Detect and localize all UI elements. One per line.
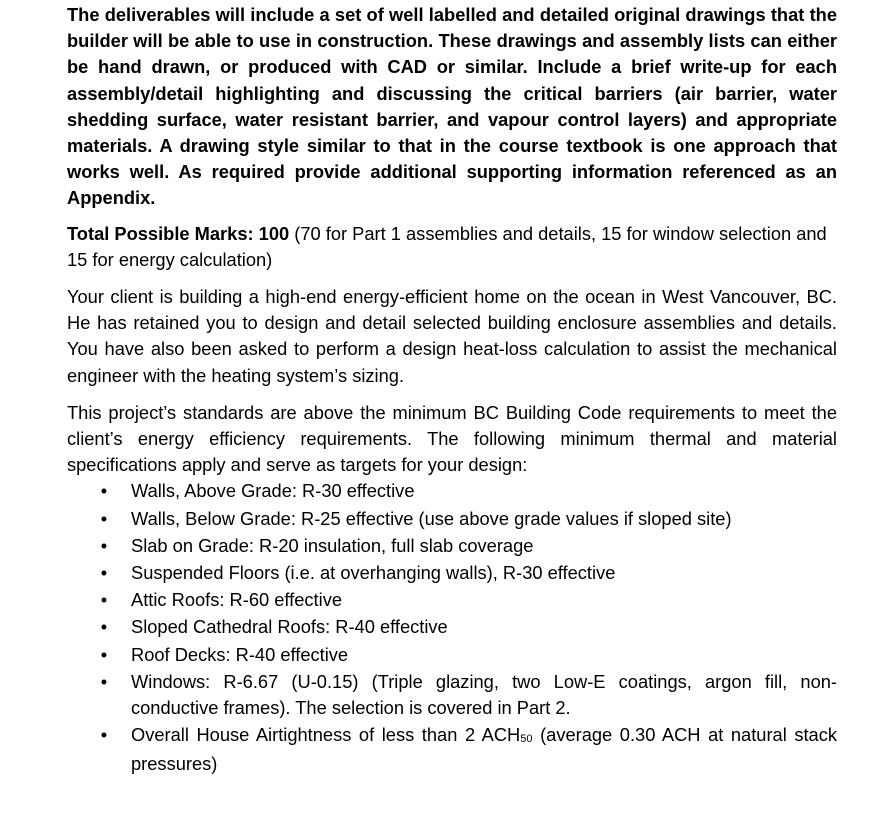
spec-text: Walls, Below Grade: R-25 effective (use above grade values if sloped site) [131, 507, 732, 529]
bullet-icon: • [100, 643, 108, 665]
spec-item-cathedral-roofs [67, 614, 837, 640]
bullet-icon: • [100, 480, 108, 502]
spec-text: Windows: R-6.67 (U-0.15) (Triple glazing, two Low-E coatings, argon fill, non-conductive frames). The selection is covered in Part 2. [131, 670, 837, 719]
bullet-icon: • [100, 616, 108, 638]
client-paragraph: Your client is building a high-end energy-efficient home on the ocean in West Vancouver, BC. He has retained you to design and detail selected building enclosure assemblies and details. You have also been asked to perform a design heat-loss calculation to assist the mechanical engineer with the heating system’s sizing. [67, 286, 837, 386]
spec-item-attic-roofs [67, 587, 837, 613]
total-marks-detail: (70 for Part 1 assemblies and details, 15 for window selection and 15 for energy calculation) [67, 222, 827, 270]
spec-item-walls-above-grade [67, 478, 837, 504]
spec-item-suspended-floors [67, 560, 837, 586]
airtightness-text-before: Overall House Airtightness of less than 2 ACH [131, 724, 521, 746]
bullet-icon: • [100, 724, 108, 746]
standards-paragraph: This project’s standards are above the minimum BC Building Code requirements to meet the client’s energy efficiency requirements. The following minimum thermal and material specifications apply and serve as targets for your design: [67, 401, 837, 476]
spec-item-walls-below-grade [67, 506, 837, 532]
spec-item-windows [67, 669, 837, 721]
document-page [67, 2, 837, 779]
spec-item-slab-on-grade [67, 533, 837, 559]
spec-item-airtightness [67, 722, 837, 777]
spec-text: Suspended Floors (i.e. at overhanging walls), R-30 effective [131, 562, 616, 584]
deliverables-paragraph: The deliverables will include a set of well labelled and detailed original drawings that the builder will be able to use in construction. These drawings and assembly lists can either be hand drawn, or produced with CAD or similar. Include a brief write-up for each assembly/detail highlighting and discussing the critical barriers (air barrier, water shedding surface, water resistant barrier, and vapour control layers) and appropriate materials. A drawing style similar to that in the course textbook is one approach that works well. As required provide additional supporting information referenced as an Appendix. [67, 4, 837, 209]
bullet-icon: • [100, 507, 108, 529]
total-marks-label: Total Possible Marks: 100 [67, 222, 290, 244]
airtightness-text-after: (average 0.30 ACH at natural stack pressures) [131, 724, 838, 775]
total-marks-paragraph [67, 221, 837, 273]
bullet-icon: • [100, 562, 108, 584]
spec-text: Attic Roofs: R-60 effective [131, 589, 343, 611]
ach-subscript: 50 [520, 733, 533, 746]
bullet-icon: • [100, 534, 108, 556]
spec-text: Walls, Above Grade: R-30 effective [131, 480, 415, 502]
bullet-icon: • [100, 589, 108, 611]
spec-text: Slab on Grade: R-20 insulation, full slab coverage [131, 534, 534, 556]
spec-item-roof-decks [67, 642, 837, 668]
spec-text: Sloped Cathedral Roofs: R-40 effective [131, 616, 448, 638]
specifications-list [67, 478, 837, 777]
bullet-icon: • [100, 670, 108, 692]
spec-text: Roof Decks: R-40 effective [131, 643, 349, 665]
